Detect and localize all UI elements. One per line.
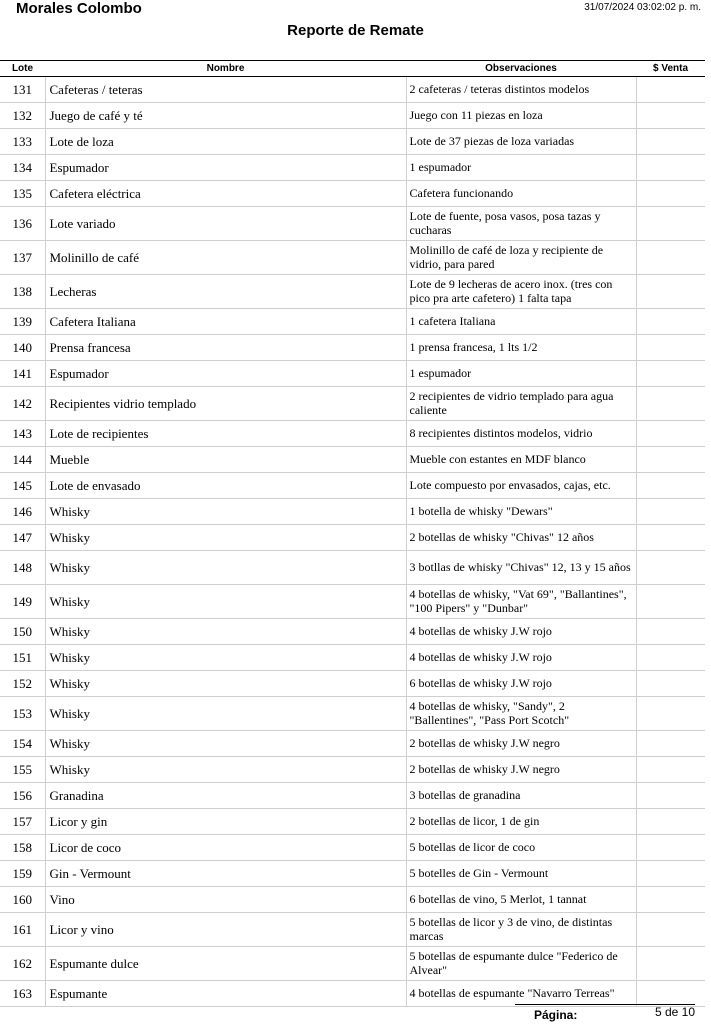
table-row [0, 551, 705, 585]
observaciones-cell: Molinillo de café de loza y recipiente de vidrio, para pared [406, 241, 636, 275]
nombre-cell: Gin - Vermount [45, 861, 406, 887]
report-timestamp: 31/07/2024 03:02:02 p. m. [584, 2, 701, 13]
observaciones-cell: 1 cafetera Italiana [406, 309, 636, 335]
report-title: Reporte de Remate [287, 22, 424, 39]
lote-cell: 147 [0, 525, 45, 551]
observaciones-cell: Lote de 9 lecheras de acero inox. (tres con pico pra arte cafetero) 1 falta tapa [406, 275, 636, 309]
lote-cell: 131 [0, 77, 45, 103]
observaciones-cell: 2 cafeteras / teteras distintos modelos [406, 77, 636, 103]
lote-cell: 161 [0, 913, 45, 947]
table-row [0, 387, 705, 421]
observaciones-cell: 8 recipientes distintos modelos, vidrio [406, 421, 636, 447]
column-header-lote: Lote [0, 61, 45, 77]
observaciones-cell: 1 espumador [406, 155, 636, 181]
observaciones-cell: 3 botllas de whisky "Chivas" 12, 13 y 15 años [406, 551, 636, 585]
table-row [0, 155, 705, 181]
observaciones-cell: Mueble con estantes en MDF blanco [406, 447, 636, 473]
lote-cell: 144 [0, 447, 45, 473]
lote-cell: 145 [0, 473, 45, 499]
lote-cell: 157 [0, 809, 45, 835]
lote-cell: 135 [0, 181, 45, 207]
venta-cell [636, 981, 705, 1007]
table-row [0, 309, 705, 335]
venta-cell [636, 645, 705, 671]
observaciones-cell: 4 botellas de whisky, "Vat 69", "Ballantines", "100 Pipers" y "Dunbar" [406, 585, 636, 619]
nombre-cell: Whisky [45, 757, 406, 783]
lote-cell: 136 [0, 207, 45, 241]
table-row [0, 947, 705, 981]
nombre-cell: Whisky [45, 697, 406, 731]
lote-cell: 146 [0, 499, 45, 525]
observaciones-cell: 2 botellas de whisky J.W negro [406, 731, 636, 757]
table-row [0, 913, 705, 947]
page-number: 5 de 10 [654, 1005, 695, 1019]
table-row [0, 619, 705, 645]
observaciones-cell: 5 botellas de licor de coco [406, 835, 636, 861]
nombre-cell: Prensa francesa [45, 335, 406, 361]
table-row [0, 757, 705, 783]
venta-cell [636, 103, 705, 129]
venta-cell [636, 499, 705, 525]
nombre-cell: Molinillo de café [45, 241, 406, 275]
table-row [0, 835, 705, 861]
table-row [0, 697, 705, 731]
observaciones-cell: 6 botellas de whisky J.W rojo [406, 671, 636, 697]
observaciones-cell: 4 botellas de whisky J.W rojo [406, 645, 636, 671]
nombre-cell: Whisky [45, 585, 406, 619]
observaciones-cell: 5 botellas de espumante dulce "Federico de Alvear" [406, 947, 636, 981]
table-row [0, 241, 705, 275]
lote-cell: 137 [0, 241, 45, 275]
venta-cell [636, 361, 705, 387]
table-row [0, 335, 705, 361]
table-row [0, 129, 705, 155]
table-body [0, 77, 705, 1007]
lote-cell: 133 [0, 129, 45, 155]
nombre-cell: Espumante dulce [45, 947, 406, 981]
lote-cell: 151 [0, 645, 45, 671]
observaciones-cell: 2 recipientes de vidrio templado para agua caliente [406, 387, 636, 421]
nombre-cell: Whisky [45, 619, 406, 645]
table-row [0, 887, 705, 913]
lote-cell: 140 [0, 335, 45, 361]
page-label: Página: [534, 1008, 578, 1022]
venta-cell [636, 181, 705, 207]
observaciones-cell: 4 botellas de espumante "Navarro Terreas" [406, 981, 636, 1007]
lote-cell: 162 [0, 947, 45, 981]
table-row [0, 645, 705, 671]
venta-cell [636, 757, 705, 783]
nombre-cell: Vino [45, 887, 406, 913]
observaciones-cell: 5 botellas de licor y 3 de vino, de distintas marcas [406, 913, 636, 947]
nombre-cell: Cafeteras / teteras [45, 77, 406, 103]
auction-table [0, 60, 705, 1007]
observaciones-cell: Juego con 11 piezas en loza [406, 103, 636, 129]
venta-cell [636, 387, 705, 421]
nombre-cell: Cafetera Italiana [45, 309, 406, 335]
nombre-cell: Recipientes vidrio templado [45, 387, 406, 421]
venta-cell [636, 697, 705, 731]
lote-cell: 160 [0, 887, 45, 913]
nombre-cell: Lecheras [45, 275, 406, 309]
table-row [0, 447, 705, 473]
venta-cell [636, 77, 705, 103]
nombre-cell: Whisky [45, 731, 406, 757]
table-header-row [0, 61, 705, 77]
observaciones-cell: 4 botellas de whisky, "Sandy", 2 "Ballentines", "Pass Port Scotch" [406, 697, 636, 731]
observaciones-cell: 1 botella de whisky "Dewars" [406, 499, 636, 525]
venta-cell [636, 473, 705, 499]
venta-cell [636, 551, 705, 585]
table-row [0, 473, 705, 499]
venta-cell [636, 155, 705, 181]
nombre-cell: Cafetera eléctrica [45, 181, 406, 207]
observaciones-cell: 3 botellas de granadina [406, 783, 636, 809]
lote-cell: 154 [0, 731, 45, 757]
nombre-cell: Whisky [45, 551, 406, 585]
observaciones-cell: 4 botellas de whisky J.W rojo [406, 619, 636, 645]
nombre-cell: Whisky [45, 499, 406, 525]
venta-cell [636, 731, 705, 757]
venta-cell [636, 525, 705, 551]
observaciones-cell: 2 botellas de licor, 1 de gin [406, 809, 636, 835]
lote-cell: 149 [0, 585, 45, 619]
table-row [0, 361, 705, 387]
venta-cell [636, 309, 705, 335]
venta-cell [636, 129, 705, 155]
table-row [0, 731, 705, 757]
venta-cell [636, 887, 705, 913]
table-row [0, 275, 705, 309]
nombre-cell: Juego de café y té [45, 103, 406, 129]
nombre-cell: Licor de coco [45, 835, 406, 861]
venta-cell [636, 207, 705, 241]
observaciones-cell: Lote de fuente, posa vasos, posa tazas y cucharas [406, 207, 636, 241]
venta-cell [636, 585, 705, 619]
lote-cell: 138 [0, 275, 45, 309]
venta-cell [636, 275, 705, 309]
nombre-cell: Licor y vino [45, 913, 406, 947]
nombre-cell: Whisky [45, 671, 406, 697]
nombre-cell: Espumador [45, 155, 406, 181]
nombre-cell: Licor y gin [45, 809, 406, 835]
venta-cell [636, 835, 705, 861]
table-row [0, 525, 705, 551]
lote-cell: 141 [0, 361, 45, 387]
observaciones-cell: 6 botellas de vino, 5 Merlot, 1 tannat [406, 887, 636, 913]
observaciones-cell: 5 botelles de Gin - Vermount [406, 861, 636, 887]
table-row [0, 499, 705, 525]
lote-cell: 159 [0, 861, 45, 887]
table-row [0, 77, 705, 103]
nombre-cell: Lote de recipientes [45, 421, 406, 447]
venta-cell [636, 421, 705, 447]
observaciones-cell: 2 botellas de whisky J.W negro [406, 757, 636, 783]
lote-cell: 163 [0, 981, 45, 1007]
venta-cell [636, 947, 705, 981]
lote-cell: 153 [0, 697, 45, 731]
nombre-cell: Espumador [45, 361, 406, 387]
column-header-venta: $ Venta [636, 61, 705, 77]
table-row [0, 861, 705, 887]
nombre-cell: Whisky [45, 525, 406, 551]
lote-cell: 148 [0, 551, 45, 585]
lote-cell: 134 [0, 155, 45, 181]
venta-cell [636, 671, 705, 697]
table-row [0, 783, 705, 809]
nombre-cell: Lote variado [45, 207, 406, 241]
venta-cell [636, 619, 705, 645]
lote-cell: 155 [0, 757, 45, 783]
lote-cell: 132 [0, 103, 45, 129]
venta-cell [636, 335, 705, 361]
lote-cell: 158 [0, 835, 45, 861]
nombre-cell: Granadina [45, 783, 406, 809]
venta-cell [636, 783, 705, 809]
lote-cell: 156 [0, 783, 45, 809]
column-header-nombre: Nombre [45, 61, 406, 77]
table-row [0, 585, 705, 619]
lote-cell: 150 [0, 619, 45, 645]
lote-cell: 142 [0, 387, 45, 421]
table-row [0, 809, 705, 835]
table-row [0, 421, 705, 447]
observaciones-cell: Lote de 37 piezas de loza variadas [406, 129, 636, 155]
venta-cell [636, 913, 705, 947]
table-row [0, 671, 705, 697]
observaciones-cell: 1 prensa francesa, 1 lts 1/2 [406, 335, 636, 361]
observaciones-cell: 1 espumador [406, 361, 636, 387]
nombre-cell: Espumante [45, 981, 406, 1007]
observaciones-cell: Lote compuesto por envasados, cajas, etc. [406, 473, 636, 499]
venta-cell [636, 861, 705, 887]
nombre-cell: Lote de loza [45, 129, 406, 155]
observaciones-cell: Cafetera funcionando [406, 181, 636, 207]
venta-cell [636, 447, 705, 473]
lote-cell: 143 [0, 421, 45, 447]
lote-cell: 139 [0, 309, 45, 335]
table-row [0, 207, 705, 241]
table-row [0, 181, 705, 207]
table-row [0, 981, 705, 1007]
company-name: Morales Colombo [16, 0, 142, 17]
venta-cell [636, 809, 705, 835]
column-header-observaciones: Observaciones [406, 61, 636, 77]
observaciones-cell: 2 botellas de whisky "Chivas" 12 años [406, 525, 636, 551]
table-row [0, 103, 705, 129]
nombre-cell: Mueble [45, 447, 406, 473]
nombre-cell: Whisky [45, 645, 406, 671]
nombre-cell: Lote de envasado [45, 473, 406, 499]
venta-cell [636, 241, 705, 275]
lote-cell: 152 [0, 671, 45, 697]
